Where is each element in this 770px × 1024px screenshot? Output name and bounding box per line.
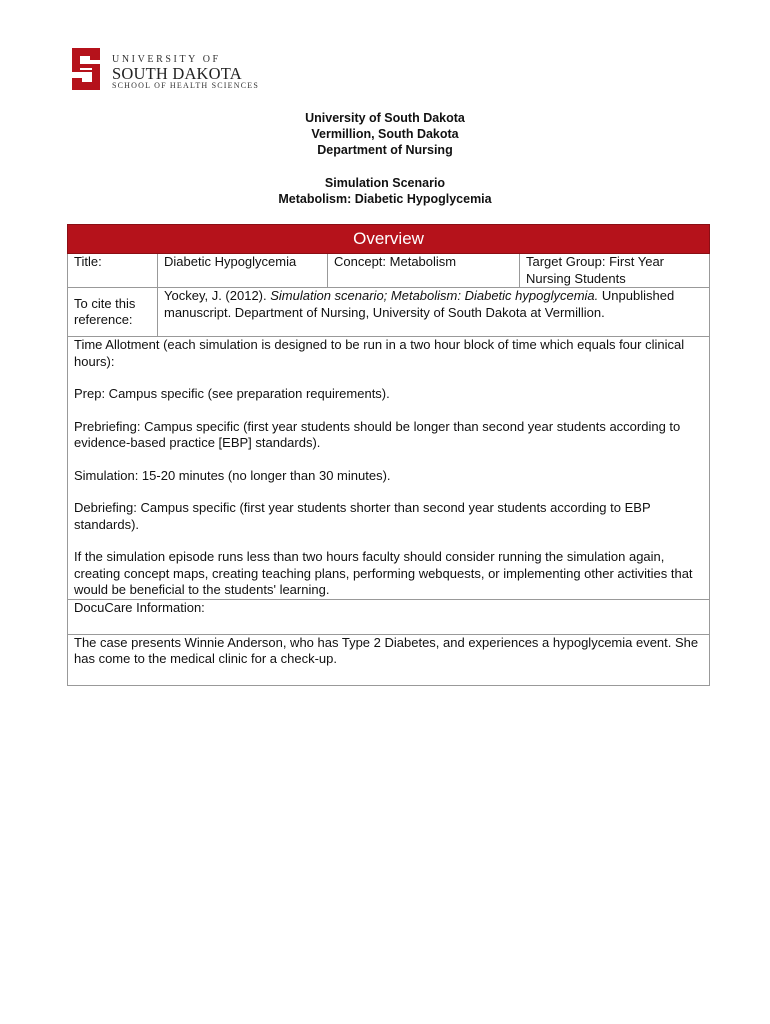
- scenario-label: Simulation Scenario: [324, 176, 446, 190]
- cite-label: To cite this reference:: [68, 288, 158, 337]
- simulation-text: Simulation: 15-20 minutes (no longer than 30 minutes).: [74, 467, 391, 483]
- overview-heading: Overview: [68, 225, 710, 254]
- cite-reference: [158, 288, 710, 337]
- title-label: Title:: [68, 254, 158, 288]
- logo-line-school: SCHOOL OF HEALTH SCIENCES: [112, 81, 259, 90]
- cite-prefix: Yockey, J. (2012).: [164, 288, 271, 303]
- time-allotment-text: Time Allotment (each simulation is designed to be run in a two hour block of time which equals four clinical hours):: [74, 337, 685, 369]
- cite-title: Simulation scenario; Metabolism: Diabetic hypoglycemia.: [270, 288, 599, 303]
- usd-logo: [66, 44, 266, 94]
- prep-text: Prep: Campus specific (see preparation requirements).: [74, 386, 390, 401]
- debriefing-text: Debriefing: Campus specific (first year students shorter than second year students according to EBP standards).: [74, 500, 651, 532]
- scenario-heading: [0, 175, 770, 207]
- logo-line-south-dakota: SOUTH DAKOTA: [112, 64, 242, 83]
- faculty-note-text: If the simulation episode runs less than two hours faculty should consider running the simulation again, creating concept maps, creating teaching plans, performing webquests, or implementing other activities that would be beneficial to the students' learning.: [74, 549, 693, 597]
- title-value: Diabetic Hypoglycemia: [158, 254, 328, 288]
- target-group-value: Target Group: First Year Nursing Students: [520, 254, 710, 288]
- prebriefing-text: Prebriefing: Campus specific (first year students should be longer than second year students according to evidence-based practice [EBP] standards).: [74, 418, 681, 450]
- university-name: University of South Dakota: [305, 111, 465, 125]
- case-summary: The case presents Winnie Anderson, who has Type 2 Diabetes, and experiences a hypoglycemia event. She has come to the medical clinic for a check-up.: [68, 634, 710, 685]
- institution-heading: [0, 110, 770, 158]
- concept-value: Concept: Metabolism: [328, 254, 520, 288]
- time-allotment-cell: [68, 337, 710, 600]
- docucare-label: DocuCare Information:: [68, 599, 710, 634]
- scenario-title: Metabolism: Diabetic Hypoglycemia: [278, 192, 492, 206]
- city-name: Vermillion, South Dakota: [311, 127, 459, 141]
- logo-line-university-of: UNIVERSITY OF: [112, 54, 221, 65]
- cite-suffix: Unpublished manuscript. Department of Nursing, University of South Dakota at Vermillion.: [164, 288, 675, 320]
- usd-monogram-icon: [66, 44, 106, 94]
- department-name: Department of Nursing: [317, 143, 453, 157]
- overview-table: [67, 224, 710, 686]
